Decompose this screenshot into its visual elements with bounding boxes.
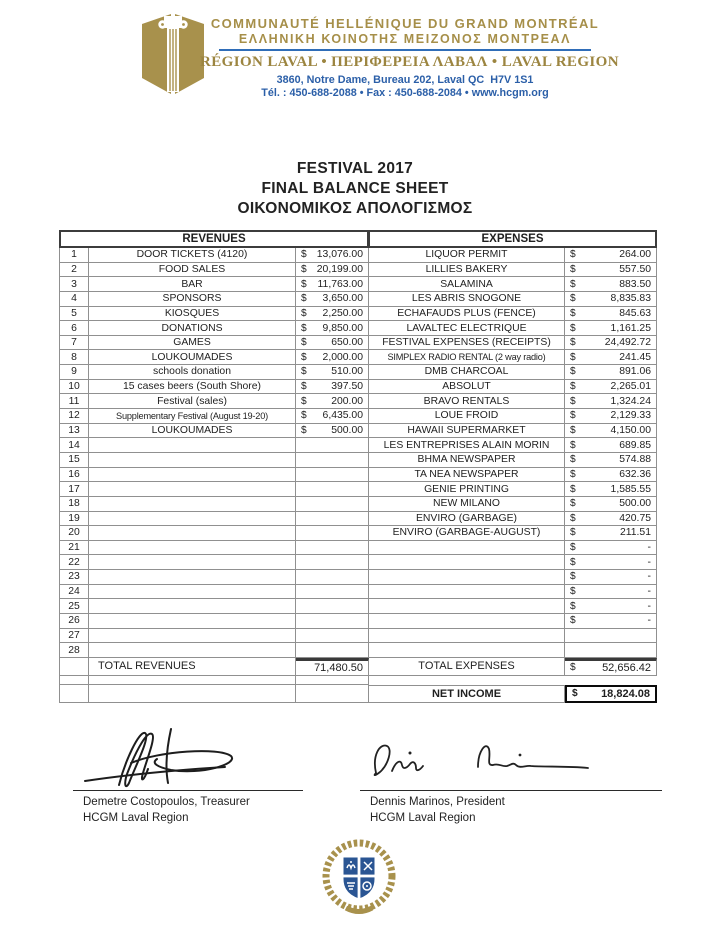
revenue-amount-cell: $ 11,763.00 [296, 277, 369, 292]
row-number-cell: 10 [59, 380, 89, 395]
table-row [59, 599, 657, 614]
title-line-3: ΟΙΚΟΝΟΜΙΚΟΣ ΑΠΟΛΟΓΙΣΜΟΣ [237, 200, 473, 217]
revenue-desc-cell [89, 614, 296, 629]
revenue-desc-cell [89, 629, 296, 644]
row-number-cell: 25 [59, 599, 89, 614]
expense-desc-cell: NEW MILANO [369, 497, 565, 512]
row-number-cell: 16 [59, 468, 89, 483]
table-row [59, 277, 657, 292]
expense-desc-cell: FESTIVAL EXPENSES (RECEIPTS) [369, 336, 565, 351]
row-number-cell: 21 [59, 541, 89, 556]
table-row [59, 555, 657, 570]
row-number-cell: 4 [59, 292, 89, 307]
treasurer-signature-line [73, 790, 303, 791]
expense-desc-cell: ABSOLUT [369, 380, 565, 395]
revenue-desc-cell [89, 453, 296, 468]
row-number-cell: 2 [59, 263, 89, 278]
title-line-2: FINAL BALANCE SHEET [261, 180, 449, 197]
table-row [59, 292, 657, 307]
expense-amount-cell: $ 24,492.72 [565, 336, 657, 351]
revenue-amount-cell: $ 3,650.00 [296, 292, 369, 307]
expense-amount-cell: $ 574.88 [565, 453, 657, 468]
title-line-1: FESTIVAL 2017 [296, 160, 414, 177]
row-number-cell [59, 658, 89, 676]
table-row [59, 409, 657, 424]
revenue-amount-cell: $ 20,199.00 [296, 263, 369, 278]
revenue-amount-cell: $ 2,250.00 [296, 307, 369, 322]
expense-desc-cell [369, 570, 565, 585]
revenue-desc-cell: Festival (sales) [89, 394, 296, 409]
table-row [59, 380, 657, 395]
revenue-desc-cell [89, 438, 296, 453]
table-row [59, 394, 657, 409]
expense-amount-cell: $ 264.00 [565, 248, 657, 263]
expense-amount-cell: $ 500.00 [565, 497, 657, 512]
table-row [59, 570, 657, 585]
hcgm-book-column-logo-icon [140, 8, 206, 101]
table-row [59, 263, 657, 278]
president-name: Dennis Marinos, President [370, 796, 505, 808]
row-number-cell: 26 [59, 614, 89, 629]
expense-desc-cell [369, 599, 565, 614]
table-rows [59, 248, 657, 658]
treasurer-name: Demetre Costopoulos, Treasurer [83, 796, 250, 808]
revenue-amount-cell [296, 512, 369, 527]
revenue-amount-cell: $ 200.00 [296, 394, 369, 409]
row-number-cell: 24 [59, 585, 89, 600]
row-number-cell: 13 [59, 424, 89, 439]
revenue-amount-cell: $ 9,850.00 [296, 321, 369, 336]
table-row [59, 614, 657, 629]
revenue-amount-cell: $ 650.00 [296, 336, 369, 351]
revenue-amount-cell [296, 585, 369, 600]
expense-desc-cell: HAWAII SUPERMARKET [369, 424, 565, 439]
expense-desc-cell: LES ABRIS SNOGONE [369, 292, 565, 307]
president-signature-icon [360, 725, 662, 790]
expense-desc-cell [369, 585, 565, 600]
expense-desc-cell: LAVALTEC ELECTRIQUE [369, 321, 565, 336]
table-row [59, 336, 657, 351]
document-title [0, 159, 710, 219]
revenue-desc-cell: Supplementary Festival (August 19-20) [89, 409, 296, 424]
row-number-cell: 3 [59, 277, 89, 292]
expense-desc-cell: LOUE FROID [369, 409, 565, 424]
table-row [59, 307, 657, 322]
row-number-cell: 17 [59, 482, 89, 497]
expense-amount-cell: $ 891.06 [565, 365, 657, 380]
revenue-amount-cell: $ 500.00 [296, 424, 369, 439]
expense-desc-cell: TA NEA NEWSPAPER [369, 468, 565, 483]
revenue-desc-cell: SPONSORS [89, 292, 296, 307]
net-income-value: $ 18,824.08 [565, 685, 657, 703]
revenue-desc-cell [89, 512, 296, 527]
table-row [59, 438, 657, 453]
row-number-cell: 23 [59, 570, 89, 585]
row-number-cell: 11 [59, 394, 89, 409]
row-number-cell: 19 [59, 512, 89, 527]
row-number-cell: 7 [59, 336, 89, 351]
expense-desc-cell: GENIE PRINTING [369, 482, 565, 497]
letterhead [200, 16, 619, 99]
row-number-cell: 5 [59, 307, 89, 322]
expense-desc-cell [369, 555, 565, 570]
expense-amount-cell [565, 643, 657, 658]
president-org: HCGM Laval Region [370, 811, 476, 824]
table-row [59, 453, 657, 468]
table-row [59, 526, 657, 541]
revenue-amount-cell [296, 570, 369, 585]
row-number-cell: 6 [59, 321, 89, 336]
row-number-cell: 22 [59, 555, 89, 570]
table-row [59, 424, 657, 439]
table-row [59, 248, 657, 263]
table-row [59, 512, 657, 527]
expense-desc-cell: ENVIRO (GARBAGE) [369, 512, 565, 527]
table-row [59, 629, 657, 644]
revenue-amount-cell [296, 614, 369, 629]
revenue-desc-cell [89, 585, 296, 600]
row-number-cell: 9 [59, 365, 89, 380]
expense-amount-cell: $ 241.45 [565, 350, 657, 365]
expense-desc-cell: LIQUOR PERMIT [369, 248, 565, 263]
table-row [59, 643, 657, 658]
row-number-cell: 20 [59, 526, 89, 541]
expense-desc-cell: SALAMINA [369, 277, 565, 292]
expense-amount-cell: $ 845.63 [565, 307, 657, 322]
letterhead-divider [219, 49, 591, 51]
table-row [59, 321, 657, 336]
row-number-cell: 14 [59, 438, 89, 453]
net-income-row [59, 685, 657, 703]
revenue-desc-cell: BAR [89, 277, 296, 292]
expense-amount-cell: $ 1,161.25 [565, 321, 657, 336]
expense-amount-cell: $ 211.51 [565, 526, 657, 541]
revenue-amount-cell [296, 482, 369, 497]
expense-amount-cell: $ 1,585.55 [565, 482, 657, 497]
total-revenues-value: 71,480.50 [296, 658, 369, 676]
balance-table [59, 230, 657, 703]
table-row [59, 365, 657, 380]
expense-amount-cell: $ 689.85 [565, 438, 657, 453]
row-number-cell: 8 [59, 350, 89, 365]
revenue-desc-cell: schools donation [89, 365, 296, 380]
revenue-desc-cell [89, 643, 296, 658]
expense-desc-cell: ECHAFAUDS PLUS (FENCE) [369, 307, 565, 322]
table-row [59, 468, 657, 483]
expense-amount-cell: $ - [565, 570, 657, 585]
revenue-desc-cell: DOOR TICKETS (4120) [89, 248, 296, 263]
revenue-desc-cell: GAMES [89, 336, 296, 351]
revenue-amount-cell: $ 13,076.00 [296, 248, 369, 263]
net-income-label: NET INCOME [369, 685, 565, 703]
expense-desc-cell [369, 614, 565, 629]
total-revenues-label: TOTAL REVENUES [89, 658, 296, 676]
table-row [59, 497, 657, 512]
treasurer-signature-icon [73, 725, 303, 790]
table-row [59, 482, 657, 497]
expense-amount-cell: $ 1,324.24 [565, 394, 657, 409]
revenue-amount-cell [296, 468, 369, 483]
address-line: 3860, Notre Dame, Bureau 202, Laval QC H7V 1S1 [276, 74, 534, 86]
revenue-amount-cell [296, 541, 369, 556]
row-number-cell: 18 [59, 497, 89, 512]
total-expenses-value: $ 52,656.42 [565, 658, 657, 676]
revenue-amount-cell: $ 397.50 [296, 380, 369, 395]
table-row [59, 541, 657, 556]
expense-amount-cell: $ 4,150.00 [565, 424, 657, 439]
expense-desc-cell: BHMA NEWSPAPER [369, 453, 565, 468]
row-number-cell: 27 [59, 629, 89, 644]
revenue-desc-cell: DONATIONS [89, 321, 296, 336]
table-header-row [59, 230, 657, 248]
row-number-cell: 15 [59, 453, 89, 468]
expense-desc-cell: LES ENTREPRISES ALAIN MORIN [369, 438, 565, 453]
org-name-greek: ΕΛΛΗΝΙΚΗ ΚΟΙΝΟΤΗΣ ΜΕΙΖΟΝΟΣ ΜΟΝΤΡΕΑΛ [238, 32, 572, 46]
revenue-desc-cell: FOOD SALES [89, 263, 296, 278]
revenue-amount-cell [296, 453, 369, 468]
revenue-desc-cell: LOUKOUMADES [89, 350, 296, 365]
expense-amount-cell: $ - [565, 614, 657, 629]
revenues-header: REVENUES [59, 230, 369, 248]
expense-desc-cell [369, 541, 565, 556]
revenue-desc-cell: LOUKOUMADES [89, 424, 296, 439]
president-signature-block [360, 725, 662, 826]
expense-amount-cell [565, 629, 657, 644]
revenue-amount-cell [296, 629, 369, 644]
expense-amount-cell: $ 557.50 [565, 263, 657, 278]
expense-desc-cell: ENVIRO (GARBAGE-AUGUST) [369, 526, 565, 541]
total-expenses-label: TOTAL EXPENSES [369, 658, 565, 676]
revenue-desc-cell: KIOSQUES [89, 307, 296, 322]
expense-amount-cell: $ - [565, 555, 657, 570]
hcgm-crest-logo-icon [318, 836, 400, 925]
revenue-desc-cell [89, 570, 296, 585]
expenses-header: EXPENSES [369, 230, 657, 248]
revenue-amount-cell: $ 2,000.00 [296, 350, 369, 365]
expense-amount-cell: $ - [565, 541, 657, 556]
revenue-amount-cell [296, 643, 369, 658]
revenue-amount-cell [296, 526, 369, 541]
treasurer-signature-block [73, 725, 303, 826]
expense-amount-cell: $ 2,129.33 [565, 409, 657, 424]
expense-desc-cell [369, 629, 565, 644]
revenue-amount-cell [296, 497, 369, 512]
revenue-desc-cell [89, 541, 296, 556]
table-row [59, 350, 657, 365]
org-name-french: COMMUNAUTÉ HELLÉNIQUE DU GRAND MONTRÉAL [210, 16, 600, 31]
expense-amount-cell: $ - [565, 585, 657, 600]
revenue-desc-cell [89, 555, 296, 570]
president-signature-line [360, 790, 662, 791]
expense-amount-cell: $ 2,265.01 [565, 380, 657, 395]
row-number-cell: 1 [59, 248, 89, 263]
row-number-cell: 12 [59, 409, 89, 424]
totals-row [59, 658, 657, 676]
treasurer-org: HCGM Laval Region [83, 811, 189, 824]
revenue-desc-cell [89, 599, 296, 614]
table-row [59, 585, 657, 600]
expense-amount-cell: $ 8,835.83 [565, 292, 657, 307]
contact-line: Tél. : 450-688-2088 • Fax : 450-688-2084 • www.hcgm.org [261, 87, 549, 99]
expense-amount-cell: $ - [565, 599, 657, 614]
region-line: RÉGION LAVAL • ΠΕΡΙΦΕΡΕΙΑ ΛΑΒΑΛ • LAVAL REGION [200, 54, 619, 70]
revenue-amount-cell: $ 510.00 [296, 365, 369, 380]
expense-amount-cell: $ 420.75 [565, 512, 657, 527]
revenue-desc-cell [89, 497, 296, 512]
revenue-amount-cell [296, 555, 369, 570]
expense-desc-cell: DMB CHARCOAL [369, 365, 565, 380]
expense-desc-cell: BRAVO RENTALS [369, 394, 565, 409]
expense-amount-cell: $ 883.50 [565, 277, 657, 292]
revenue-desc-cell [89, 468, 296, 483]
revenue-amount-cell [296, 438, 369, 453]
revenue-desc-cell: 15 cases beers (South Shore) [89, 380, 296, 395]
revenue-desc-cell [89, 482, 296, 497]
expense-amount-cell: $ 632.36 [565, 468, 657, 483]
row-number-cell: 28 [59, 643, 89, 658]
revenue-amount-cell: $ 6,435.00 [296, 409, 369, 424]
expense-desc-cell [369, 643, 565, 658]
spacer-row [59, 676, 657, 685]
expense-desc-cell: LILLIES BAKERY [369, 263, 565, 278]
revenue-amount-cell [296, 599, 369, 614]
revenue-desc-cell [89, 526, 296, 541]
expense-desc-cell: SIMPLEX RADIO RENTAL (2 way radio) [369, 350, 565, 365]
